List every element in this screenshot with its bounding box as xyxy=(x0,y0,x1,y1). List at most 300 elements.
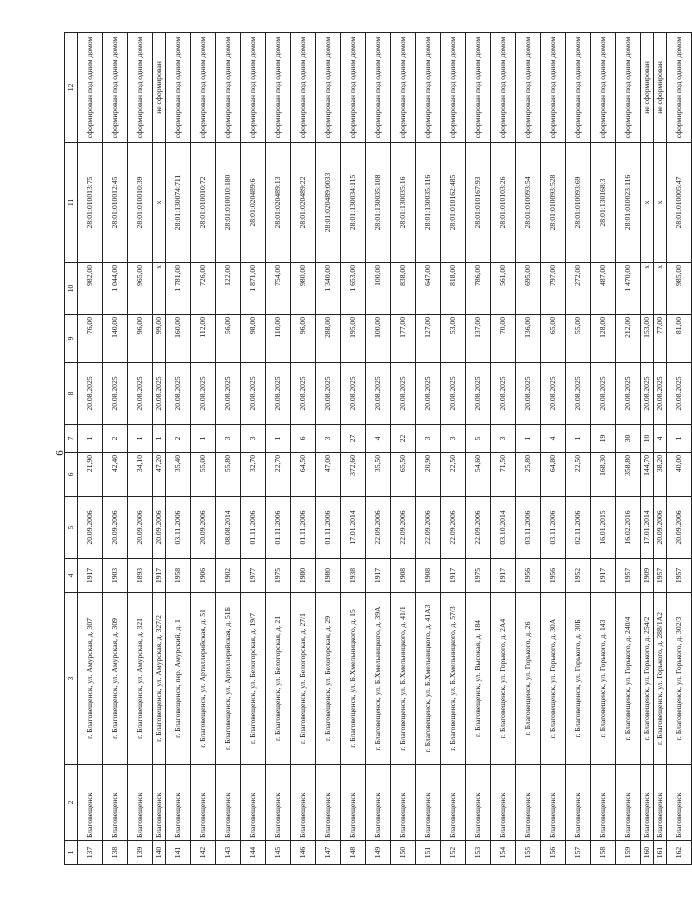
cell-area: 372,60 xyxy=(341,453,366,497)
column-header: 1 xyxy=(65,841,78,865)
cell-settlement: Благовещенск xyxy=(241,765,266,841)
cell-deadline: 20.08.2025 xyxy=(641,363,654,425)
cell-address: г. Благовещенск, ул. Горького, д. 302/3 xyxy=(667,593,692,765)
cell-cadastral: 28:01:020489:6 xyxy=(241,143,266,263)
cell-land-area: 56,00 xyxy=(216,315,241,363)
cell-deadline: 20.08.2025 xyxy=(466,363,491,425)
cell-residents: 1 xyxy=(566,425,591,453)
cell-year: 1956 xyxy=(516,559,541,593)
cell-area: 20,90 xyxy=(416,453,441,497)
cell-cadastral: 28:01:010167:93 xyxy=(466,143,491,263)
cell-settlement: Благовещенск xyxy=(516,765,541,841)
cell-num: 155 xyxy=(516,841,541,865)
rotated-table-sheet xyxy=(64,33,683,865)
cell-year: 1902 xyxy=(216,559,241,593)
cell-status: сформирован под одним домом xyxy=(241,33,266,143)
cell-num: 148 xyxy=(341,841,366,865)
cell-deadline: 20.08.2025 xyxy=(191,363,216,425)
cell-area: 358,80 xyxy=(616,453,641,497)
cell-date-recognized: 20.09.2006 xyxy=(78,497,103,559)
cell-year: 1908 xyxy=(416,559,441,593)
column-header: 10 xyxy=(65,263,78,315)
cell-address: г. Благовещенск, ул. Горького, д. 240/4 xyxy=(616,593,641,765)
cell-land-area-full: 1 340,00 xyxy=(316,263,341,315)
cell-land-area: 212,00 xyxy=(616,315,641,363)
page-number: 6 xyxy=(54,450,66,456)
cell-deadline: 20.08.2025 xyxy=(78,363,103,425)
cell-status: не сформирован xyxy=(654,33,667,143)
cell-cadastral: 28:01:010093:69 xyxy=(566,143,591,263)
cell-cadastral: 28:01:130168:3 xyxy=(591,143,616,263)
cell-status: не сформирован xyxy=(641,33,654,143)
cell-land-area: 77,00 xyxy=(654,315,667,363)
cell-land-area: 110,00 xyxy=(266,315,291,363)
table-row xyxy=(441,33,466,865)
cell-status: сформирован под одним домом xyxy=(291,33,316,143)
cell-num: 145 xyxy=(266,841,291,865)
column-header: 6 xyxy=(65,453,78,497)
cell-date-recognized: 03.11.2006 xyxy=(166,497,191,559)
cell-residents: 1 xyxy=(78,425,103,453)
cell-address: г. Благовещенск, ул. Артиллерийская, д. 51 xyxy=(191,593,216,765)
table-row xyxy=(191,33,216,865)
cell-settlement: Благовещенск xyxy=(266,765,291,841)
column-header: 11 xyxy=(65,143,78,263)
cell-settlement: Благовещенск xyxy=(591,765,616,841)
table-row xyxy=(516,33,541,865)
cell-area: 47,00 xyxy=(316,453,341,497)
cell-address: г. Благовещенск, ул. Амурская, д. 327/2 xyxy=(153,593,166,765)
cell-address: г. Благовещенск, ул. Горького, д. 143 xyxy=(591,593,616,765)
cell-cadastral: 28:01:020489:22 xyxy=(291,143,316,263)
cell-status: сформирован под одним домом xyxy=(541,33,566,143)
cell-address: г. Благовещенск, ул. Амурская, д. 321 xyxy=(128,593,153,765)
cell-address: г. Благовещенск, ул. Амурская, д. 307 xyxy=(78,593,103,765)
table-row xyxy=(641,33,654,865)
cell-land-area: 99,00 xyxy=(153,315,166,363)
cell-num: 161 xyxy=(654,841,667,865)
cell-settlement: Благовещенск xyxy=(667,765,692,841)
column-header: 7 xyxy=(65,425,78,453)
table-row xyxy=(241,33,266,865)
table-row xyxy=(566,33,591,865)
cell-address: г. Благовещенск, ул. Горького, д. 26 xyxy=(516,593,541,765)
cell-status: сформирован под одним домом xyxy=(491,33,516,143)
cell-year: 1917 xyxy=(441,559,466,593)
cell-address: г. Благовещенск, ул. Белогорская, д. 29 xyxy=(316,593,341,765)
cell-land-area: 140,00 xyxy=(103,315,128,363)
table-row xyxy=(667,33,692,865)
table-row xyxy=(166,33,191,865)
cell-num: 157 xyxy=(566,841,591,865)
cell-year: 1917 xyxy=(153,559,166,593)
cell-cadastral: 28:01:010005:47 xyxy=(667,143,692,263)
cell-deadline: 20.08.2025 xyxy=(591,363,616,425)
cell-area: 22,50 xyxy=(566,453,591,497)
cell-residents: 3 xyxy=(491,425,516,453)
cell-area: 47,20 xyxy=(153,453,166,497)
cell-date-recognized: 01.11.2006 xyxy=(316,497,341,559)
cell-settlement: Благовещенск xyxy=(441,765,466,841)
cell-address: г. Благовещенск, ул. Горького, д. 2А4 xyxy=(491,593,516,765)
cell-date-recognized: 20.09.2006 xyxy=(128,497,153,559)
cell-cadastral: 28:01:010162:485 xyxy=(441,143,466,263)
cell-date-recognized: 22.09.2006 xyxy=(366,497,391,559)
column-header: 8 xyxy=(65,363,78,425)
cell-address: г. Благовещенск, ул. Артиллерийская, д. 51Б xyxy=(216,593,241,765)
cell-status: сформирован под одним домом xyxy=(166,33,191,143)
cell-date-recognized: 22.09.2006 xyxy=(391,497,416,559)
cell-area: 21,90 xyxy=(78,453,103,497)
cell-status: сформирован под одним домом xyxy=(566,33,591,143)
cell-deadline: 20.08.2025 xyxy=(616,363,641,425)
cell-settlement: Благовещенск xyxy=(416,765,441,841)
cell-status: сформирован под одним домом xyxy=(391,33,416,143)
cell-cadastral: 28:01:010093:54 xyxy=(516,143,541,263)
cell-status: сформирован под одним домом xyxy=(316,33,341,143)
cell-num: 143 xyxy=(216,841,241,865)
cell-land-area-full: 726,00 xyxy=(191,263,216,315)
cell-num: 158 xyxy=(591,841,616,865)
cell-land-area-full: 647,00 xyxy=(416,263,441,315)
cell-land-area-full: 1 044,00 xyxy=(103,263,128,315)
cell-deadline: 20.08.2025 xyxy=(654,363,667,425)
cell-area: 168,30 xyxy=(591,453,616,497)
cell-land-area: 112,00 xyxy=(191,315,216,363)
column-header: 5 xyxy=(65,497,78,559)
cell-land-area-full: 100,00 xyxy=(366,263,391,315)
cell-deadline: 20.08.2025 xyxy=(516,363,541,425)
cell-residents: 1 xyxy=(266,425,291,453)
cell-residents: 3 xyxy=(416,425,441,453)
cell-settlement: Благовещенск xyxy=(341,765,366,841)
cell-date-recognized: 22.09.2006 xyxy=(441,497,466,559)
cell-residents: 1 xyxy=(153,425,166,453)
cell-date-recognized: 03.10.2014 xyxy=(491,497,516,559)
cell-land-area-full: 1 871,00 xyxy=(241,263,266,315)
cell-land-area-full: 786,00 xyxy=(466,263,491,315)
cell-cadastral: 28:01:010010:72 xyxy=(191,143,216,263)
cell-year: 1958 xyxy=(166,559,191,593)
cell-settlement: Благовещенск xyxy=(103,765,128,841)
cell-settlement: Благовещенск xyxy=(316,765,341,841)
cell-date-recognized: 20.09.2006 xyxy=(191,497,216,559)
cell-residents: 3 xyxy=(441,425,466,453)
table-row xyxy=(153,33,166,865)
cell-deadline: 20.08.2025 xyxy=(153,363,166,425)
cell-area: 34,10 xyxy=(128,453,153,497)
cell-cadastral: 28:01:020489:0033 xyxy=(316,143,341,263)
cell-residents: 3 xyxy=(316,425,341,453)
table-row xyxy=(341,33,366,865)
cell-year: 1977 xyxy=(241,559,266,593)
column-header: 12 xyxy=(65,33,78,143)
cell-area: 144,70 xyxy=(641,453,654,497)
cell-land-area: 100,00 xyxy=(366,315,391,363)
cell-settlement: Благовещенск xyxy=(291,765,316,841)
cell-land-area-full: 1 781,00 xyxy=(166,263,191,315)
cell-cadastral: 28:01:130035:16 xyxy=(391,143,416,263)
cell-date-recognized: 20.09.2006 xyxy=(667,497,692,559)
cell-num: 149 xyxy=(366,841,391,865)
cell-cadastral: 28:01:130035:108 xyxy=(366,143,391,263)
header-row xyxy=(65,33,78,865)
cell-land-area: 65,00 xyxy=(541,315,566,363)
cell-settlement: Благовещенск xyxy=(616,765,641,841)
cell-deadline: 20.08.2025 xyxy=(316,363,341,425)
cell-residents: 19 xyxy=(591,425,616,453)
cell-residents: 5 xyxy=(466,425,491,453)
cell-residents: 2 xyxy=(103,425,128,453)
cell-area: 42,40 xyxy=(103,453,128,497)
table-row xyxy=(391,33,416,865)
cell-address: г. Благовещенск, ул. Белогорская, д. 19/7 xyxy=(241,593,266,765)
cell-deadline: 20.08.2025 xyxy=(391,363,416,425)
cell-land-area: 136,00 xyxy=(516,315,541,363)
cell-year: 1938 xyxy=(341,559,366,593)
cell-land-area-full: 754,00 xyxy=(266,263,291,315)
cell-deadline: 20.08.2025 xyxy=(416,363,441,425)
cell-land-area-full: 797,00 xyxy=(541,263,566,315)
cell-land-area: 128,00 xyxy=(591,315,616,363)
cell-year: 1903 xyxy=(103,559,128,593)
cell-deadline: 20.08.2025 xyxy=(291,363,316,425)
cell-area: 22,50 xyxy=(441,453,466,497)
table-row xyxy=(491,33,516,865)
cell-settlement: Благовещенск xyxy=(191,765,216,841)
cell-land-area: 177,00 xyxy=(391,315,416,363)
cell-status: сформирован под одним домом xyxy=(616,33,641,143)
cell-status: сформирован под одним домом xyxy=(191,33,216,143)
cell-land-area: 96,00 xyxy=(291,315,316,363)
cell-year: 1917 xyxy=(591,559,616,593)
cell-land-area: 70,00 xyxy=(491,315,516,363)
table-row xyxy=(654,33,667,865)
column-header: 3 xyxy=(65,593,78,765)
cell-residents: 22 xyxy=(391,425,416,453)
cell-status: сформирован под одним домом xyxy=(78,33,103,143)
cell-deadline: 20.08.2025 xyxy=(566,363,591,425)
cell-land-area-full: 1 653,00 xyxy=(341,263,366,315)
cell-deadline: 20.08.2025 xyxy=(667,363,692,425)
cell-deadline: 20.08.2025 xyxy=(128,363,153,425)
cell-num: 146 xyxy=(291,841,316,865)
cell-settlement: Благовещенск xyxy=(391,765,416,841)
cell-address: г. Благовещенск, ул. Высокая, д. 184 xyxy=(466,593,491,765)
cell-residents: 1 xyxy=(516,425,541,453)
cell-land-area-full: 980,00 xyxy=(291,263,316,315)
cell-area: 55,00 xyxy=(191,453,216,497)
cell-cadastral: 28:01:010023:116 xyxy=(616,143,641,263)
cell-deadline: 20.08.2025 xyxy=(166,363,191,425)
cell-year: 1952 xyxy=(566,559,591,593)
cell-land-area: 53,00 xyxy=(441,315,466,363)
cell-settlement: Благовещенск xyxy=(541,765,566,841)
cell-land-area: 96,00 xyxy=(128,315,153,363)
cell-area: 38,20 xyxy=(654,453,667,497)
cell-land-area: 160,00 xyxy=(166,315,191,363)
cell-land-area-full: х xyxy=(153,263,166,315)
cell-status: сформирован под одним домом xyxy=(667,33,692,143)
cell-num: 152 xyxy=(441,841,466,865)
cell-year: 1957 xyxy=(616,559,641,593)
cell-settlement: Благовещенск xyxy=(566,765,591,841)
cell-num: 160 xyxy=(641,841,654,865)
cell-area: 65,50 xyxy=(391,453,416,497)
cell-status: сформирован под одним домом xyxy=(216,33,241,143)
cell-residents: 1 xyxy=(667,425,692,453)
cell-land-area: 76,00 xyxy=(78,315,103,363)
cell-cadastral: 28:01:130074:711 xyxy=(166,143,191,263)
cell-num: 147 xyxy=(316,841,341,865)
cell-address: г. Благовещенск, ул. Амурская, д. 309 xyxy=(103,593,128,765)
cell-residents: 10 xyxy=(641,425,654,453)
cell-year: 1980 xyxy=(316,559,341,593)
cell-year: 1917 xyxy=(366,559,391,593)
cell-cadastral: 28:01:010010:180 xyxy=(216,143,241,263)
cell-num: 150 xyxy=(391,841,416,865)
cell-num: 139 xyxy=(128,841,153,865)
cell-area: 64,80 xyxy=(541,453,566,497)
cell-date-recognized: 22.09.2006 xyxy=(416,497,441,559)
cell-area: 40,00 xyxy=(667,453,692,497)
cell-address: г. Благовещенск, ул. Б.Хмельницкого, д. 41/1 xyxy=(391,593,416,765)
table-row xyxy=(216,33,241,865)
cell-land-area-full: 122,00 xyxy=(216,263,241,315)
cell-deadline: 20.08.2025 xyxy=(266,363,291,425)
table-row xyxy=(541,33,566,865)
cell-area: 22,70 xyxy=(266,453,291,497)
cell-residents: 30 xyxy=(616,425,641,453)
cell-land-area: 98,00 xyxy=(241,315,266,363)
cell-cadastral: х xyxy=(654,143,667,263)
cell-settlement: Благовещенск xyxy=(128,765,153,841)
cell-address: г. Благовещенск, ул. Горького, д. 288/1А2 xyxy=(654,593,667,765)
cell-date-recognized: 22.09.2006 xyxy=(466,497,491,559)
cell-status: сформирован под одним домом xyxy=(466,33,491,143)
cell-land-area-full: 561,00 xyxy=(491,263,516,315)
cell-residents: 4 xyxy=(541,425,566,453)
cell-cadastral: 28:01:020489:13 xyxy=(266,143,291,263)
cell-year: 1908 xyxy=(391,559,416,593)
cell-cadastral: х xyxy=(641,143,654,263)
cell-residents: 3 xyxy=(241,425,266,453)
table-row xyxy=(591,33,616,865)
cell-land-area-full: х xyxy=(641,263,654,315)
cell-deadline: 20.08.2025 xyxy=(366,363,391,425)
cell-date-recognized: 02.11.2006 xyxy=(566,497,591,559)
cell-cadastral: 28:01:010103:26 xyxy=(491,143,516,263)
cell-date-recognized: 16.01.2015 xyxy=(591,497,616,559)
table-row xyxy=(316,33,341,865)
cell-address: г. Благовещенск, ул. Горького, д. 30Б xyxy=(566,593,591,765)
cell-num: 162 xyxy=(667,841,692,865)
cell-cadastral: 28:01:130034:115 xyxy=(341,143,366,263)
cell-status: сформирован под одним домом xyxy=(341,33,366,143)
cell-date-recognized: 20.09.2006 xyxy=(153,497,166,559)
cell-deadline: 20.08.2025 xyxy=(241,363,266,425)
cell-cadastral: 28:01:130035:116 xyxy=(416,143,441,263)
cell-cadastral: 28:01:010093:528 xyxy=(541,143,566,263)
cell-year: 1906 xyxy=(191,559,216,593)
cell-num: 138 xyxy=(103,841,128,865)
cell-land-area: 55,00 xyxy=(566,315,591,363)
cell-area: 71,50 xyxy=(491,453,516,497)
cell-deadline: 20.08.2025 xyxy=(103,363,128,425)
table-row xyxy=(366,33,391,865)
cell-date-recognized: 17.01.2014 xyxy=(341,497,366,559)
cell-settlement: Благовещенск xyxy=(166,765,191,841)
table-row xyxy=(616,33,641,865)
column-header: 2 xyxy=(65,765,78,841)
column-header: 9 xyxy=(65,315,78,363)
cell-land-area: 153,00 xyxy=(641,315,654,363)
cell-year: 1909 xyxy=(641,559,654,593)
cell-residents: 2 xyxy=(166,425,191,453)
cell-year: 1975 xyxy=(466,559,491,593)
cell-deadline: 20.08.2025 xyxy=(216,363,241,425)
cell-area: 35,50 xyxy=(366,453,391,497)
cell-address: г. Благовещенск, ул. Б.Хмельницкого, д. 39А xyxy=(366,593,391,765)
cell-land-area: 137,00 xyxy=(466,315,491,363)
cell-deadline: 20.08.2025 xyxy=(441,363,466,425)
cell-num: 159 xyxy=(616,841,641,865)
cell-land-area: 127,00 xyxy=(416,315,441,363)
cell-date-recognized: 16.02.2016 xyxy=(616,497,641,559)
cell-status: сформирован под одним домом xyxy=(416,33,441,143)
cell-land-area: 195,00 xyxy=(341,315,366,363)
column-header: 4 xyxy=(65,559,78,593)
cell-settlement: Благовещенск xyxy=(153,765,166,841)
cell-address: г. Благовещенск, ул. Б.Хмельницкого, д. 57/3 xyxy=(441,593,466,765)
cell-year: 1917 xyxy=(78,559,103,593)
cell-deadline: 20.08.2025 xyxy=(341,363,366,425)
housing-table xyxy=(64,32,692,865)
cell-residents: 6 xyxy=(291,425,316,453)
cell-num: 153 xyxy=(466,841,491,865)
cell-residents: 4 xyxy=(366,425,391,453)
cell-year: 1957 xyxy=(667,559,692,593)
cell-land-area-full: 985,00 xyxy=(667,263,692,315)
cell-num: 154 xyxy=(491,841,516,865)
table-body xyxy=(78,33,692,865)
table-row xyxy=(128,33,153,865)
cell-settlement: Благовещенск xyxy=(491,765,516,841)
cell-date-recognized: 17.01.2014 xyxy=(641,497,654,559)
cell-year: 1956 xyxy=(541,559,566,593)
cell-cadastral: 28:01:010012:45 xyxy=(103,143,128,263)
cell-address: г. Благовещенск, ул. Б.Хмельницкого, д. 41А3 xyxy=(416,593,441,765)
cell-year: 1893 xyxy=(128,559,153,593)
cell-deadline: 20.08.2025 xyxy=(541,363,566,425)
cell-land-area-full: 818,00 xyxy=(441,263,466,315)
table-row xyxy=(78,33,103,865)
cell-status: сформирован под одним домом xyxy=(266,33,291,143)
cell-status: сформирован под одним домом xyxy=(591,33,616,143)
cell-area: 25,80 xyxy=(516,453,541,497)
cell-status: сформирован под одним домом xyxy=(441,33,466,143)
cell-residents: 27 xyxy=(341,425,366,453)
cell-residents: 4 xyxy=(654,425,667,453)
cell-settlement: Благовещенск xyxy=(216,765,241,841)
cell-num: 151 xyxy=(416,841,441,865)
cell-address: г. Благовещенск, пер. Амурский, д. 1 xyxy=(166,593,191,765)
cell-settlement: Благовещенск xyxy=(466,765,491,841)
cell-year: 1917 xyxy=(491,559,516,593)
cell-land-area: 288,00 xyxy=(316,315,341,363)
cell-num: 156 xyxy=(541,841,566,865)
cell-num: 140 xyxy=(153,841,166,865)
